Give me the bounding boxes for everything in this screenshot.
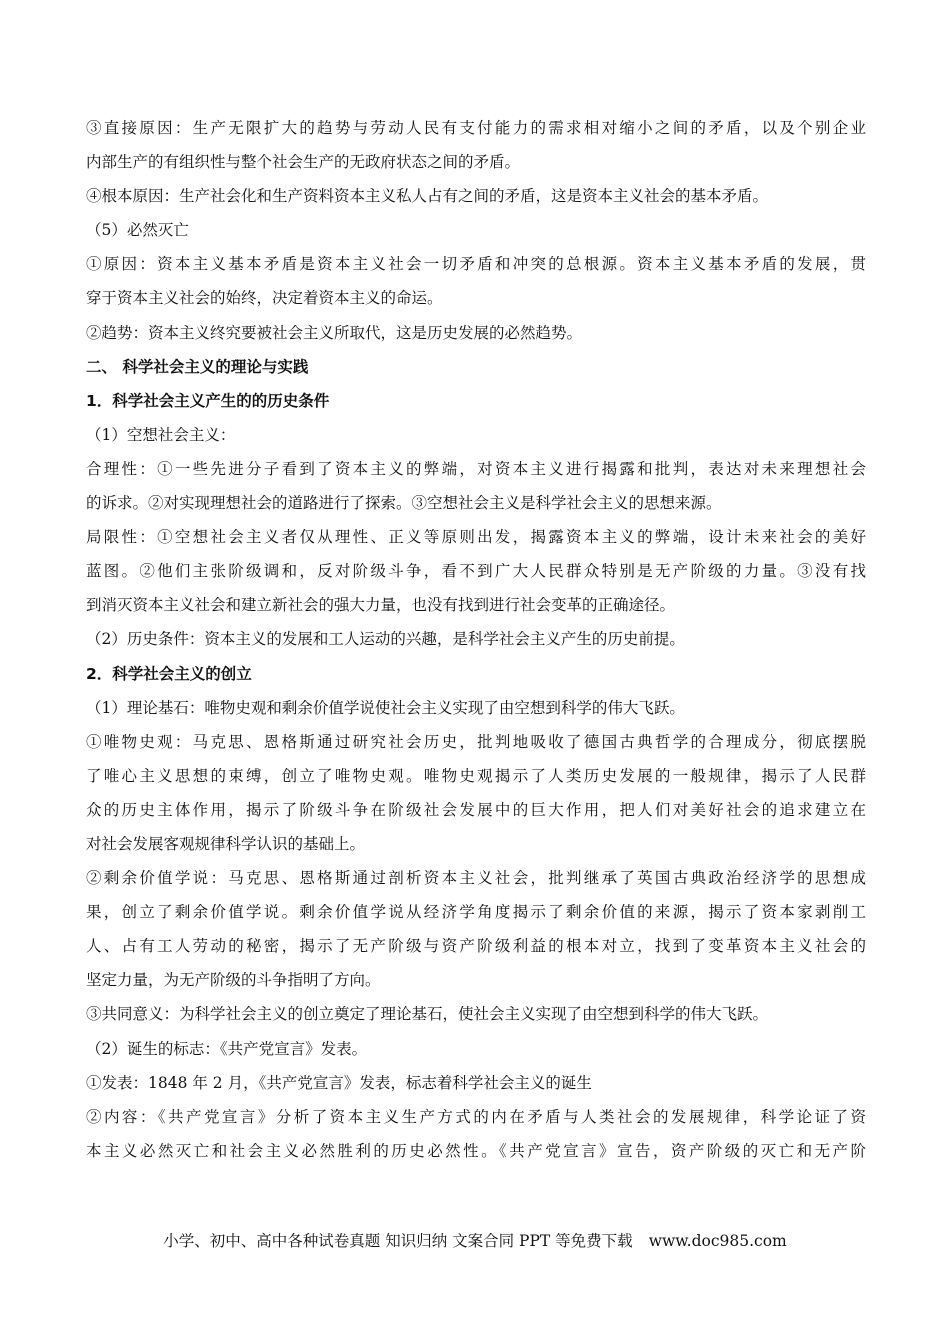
text-line: 了唯心主义思想的束缚，创立了唯物史观。唯物史观揭示了人类历史发展的一般规律，揭示了人民群 (86, 766, 866, 785)
text-line: ②趋势：资本主义终究要被社会主义所取代，这是历史发展的必然趋势。 (86, 323, 583, 342)
page-footer (0, 1229, 950, 1251)
text-line: ②内容：《共产党宣言》分析了资本主义生产方式的内在矛盾与人类社会的发展规律，科学论证了资 (86, 1107, 866, 1126)
text-line: ③直接原因：生产无限扩大的趋势与劳动人民有支付能力的需求相对缩小之间的矛盾，以及个别企业 (86, 119, 866, 137)
text-line: 内部生产的有组织性与整个社会生产的无政府状态之间的矛盾。 (86, 153, 521, 172)
text-line: 局限性：①空想社会主义者仅从理性、正义等原则出发，揭露资本主义的弊端，设计未来社会的美好 (86, 528, 866, 547)
text-line: 蓝图。②他们主张阶级调和，反对阶级斗争，看不到广大人民群众特别是无产阶级的力量。③没有找 (86, 562, 866, 581)
text-line: ④根本原因：生产社会化和生产资料资本主义私人占有之间的矛盾，这是资本主义社会的基本矛盾。 (86, 187, 769, 206)
text-line: ②剩余价值学说：马克思、恩格斯通过剖析资本主义社会，批判继承了英国古典政治经济学的思想成 (86, 869, 866, 888)
text-line: 的诉求。②对实现理想社会的道路进行了探索。③空想社会主义是科学社会主义的思想来源。 (86, 494, 722, 513)
document-body (86, 111, 866, 1168)
text-line: （2）历史条件：资本主义的发展和工人运动的兴趣，是科学社会主义产生的历史前提。 (86, 630, 685, 649)
text-line: 本主义必然灭亡和社会主义必然胜利的历史必然性。《共产党宣言》宣告，资产阶级的灭亡和无产阶 (86, 1141, 866, 1160)
text-line: 穿于资本主义社会的始终，决定着资本主义的命运。 (86, 289, 443, 308)
text-line: ①原因：资本主义基本矛盾是资本主义社会一切矛盾和冲突的总根源。资本主义基本矛盾的发展，贯 (86, 255, 866, 274)
text-line: ③共同意义：为科学社会主义的创立奠定了理论基石，使社会主义实现了由空想到科学的伟大飞跃。 (86, 1005, 769, 1024)
text-line: 合理性：①一些先进分子看到了资本主义的弊端，对资本主义进行揭露和批判，表达对未来理想社会 (86, 459, 866, 478)
text-line: 坚定力量，为无产阶级的斗争指明了方向。 (86, 971, 381, 990)
section-heading: 二、 科学社会主义的理论与实践 (86, 357, 309, 376)
text-line: ①唯物史观：马克思、恩格斯通过研究社会历史，批判地吸收了德国古典哲学的合理成分，彻底摆脱 (86, 732, 866, 751)
text-line: 众的历史主体作用，揭示了阶级斗争在阶级社会发展中的巨大作用，把人们对美好社会的追求建立在 (86, 800, 866, 819)
subsection-heading: （1）空想社会主义： (86, 425, 236, 444)
text-line: 到消灭资本主义社会和建立新社会的强大力量，也没有找到进行社会变革的正确途径。 (86, 596, 676, 615)
footer-link[interactable]: www.doc985.com (648, 1232, 787, 1250)
text-line: 人、占有工人劳动的秘密，揭示了无产阶级与资产阶级利益的根本对立，找到了变革资本主义社会的 (86, 937, 866, 956)
subsection-heading: （5）必然灭亡 (86, 221, 189, 240)
text-line: （2）诞生的标志：《共产党宣言》发表。 (86, 1039, 368, 1058)
text-line: 对社会发展客观规律科学认识的基础上。 (86, 834, 366, 853)
text-line: ①发表：1848 年 2 月，《共产党宣言》发表，标志着科学社会主义的诞生 (86, 1073, 592, 1092)
subsection-heading: 1．科学社会主义产生的的历史条件 (86, 391, 330, 410)
text-line: （1）理论基石：唯物史观和剩余价值学说使社会主义实现了由空想到科学的伟大飞跃。 (86, 698, 685, 717)
footer-text: 小学、初中、高中各种试卷真题 知识归纳 文案合同 PPT 等免费下载 (163, 1232, 633, 1250)
text-line: 果，创立了剩余价值学说。剩余价值学说从经济学角度揭示了剩余价值的来源，揭示了资本家剥削工 (86, 903, 866, 922)
subsection-heading: 2．科学社会主义的创立 (86, 664, 252, 683)
